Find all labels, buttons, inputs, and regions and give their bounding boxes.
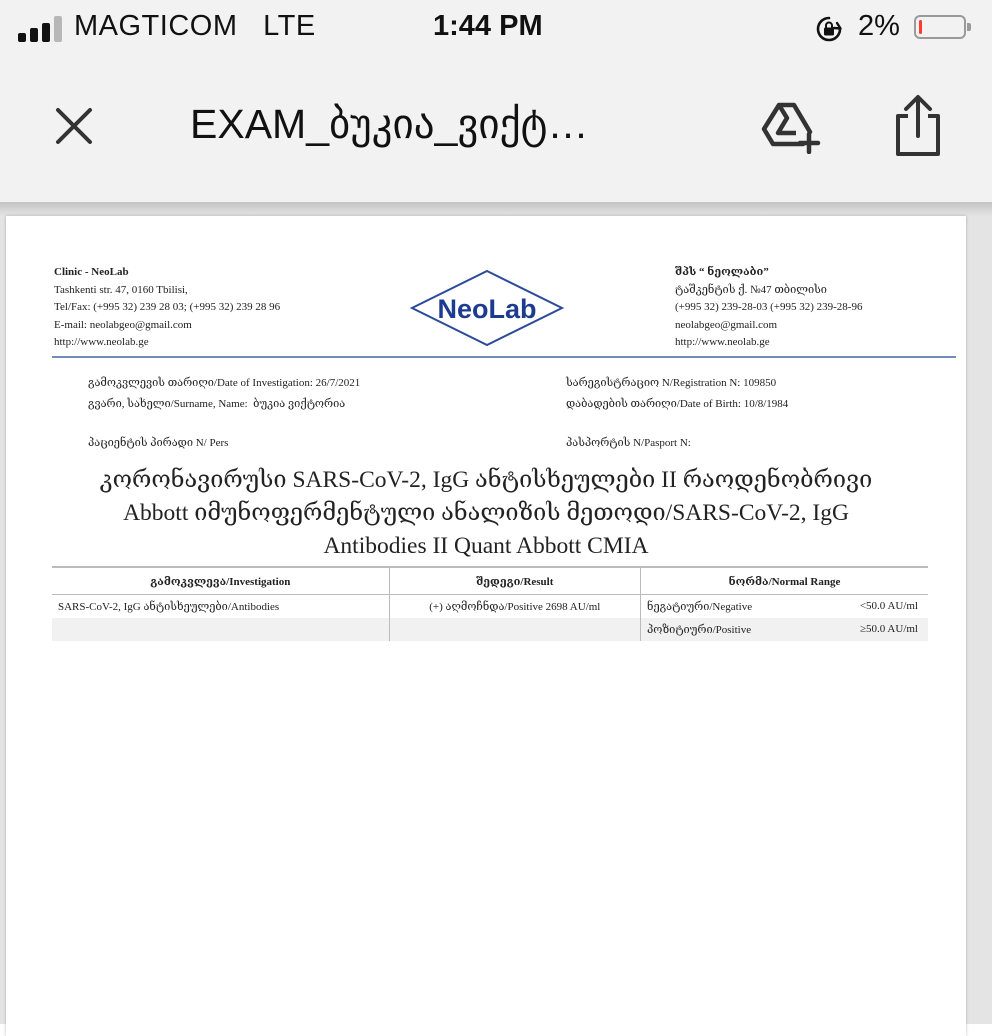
registration-number	[566, 376, 776, 389]
patient-name	[88, 397, 345, 410]
viewer-toolbar	[0, 58, 992, 202]
field-value: 10/8/1984	[743, 398, 789, 410]
header-divider	[52, 356, 956, 358]
result-cell: (+) აღმოჩნდა/Positive 2698 AU/ml	[389, 595, 640, 619]
clinic-info-english	[54, 264, 280, 352]
normal-range-cell	[641, 618, 928, 641]
clinic-name-ge: შპს “ ნეოლაბი”	[675, 266, 769, 278]
battery-percentage: 2%	[858, 10, 900, 42]
clinic-name: Clinic - NeoLab	[54, 266, 129, 278]
rotation-lock-icon	[815, 15, 843, 43]
results-table	[52, 566, 928, 641]
carrier-name: MAGTICOM	[74, 10, 238, 42]
investigation-cell	[52, 618, 389, 641]
clinic-address-ge: ტაშკენტის ქ. №47 თბილისი	[675, 283, 827, 296]
status-bar	[0, 0, 992, 58]
result-cell	[389, 618, 640, 641]
carrier-info	[74, 10, 316, 43]
battery-icon	[914, 15, 966, 39]
clock: 1:44 PM	[433, 10, 543, 42]
neolab-logo	[409, 268, 565, 348]
personal-number: პაციენტის პირადი N/ Pers	[88, 437, 229, 449]
test-title	[36, 464, 936, 563]
column-header-investigation: გამოკვლევა/Investigation	[52, 567, 389, 595]
clinic-phone-ge: (+995 32) 239-28-03 (+995 32) 239-28-96	[675, 301, 863, 313]
clinic-website-ge: http://www.neolab.ge	[675, 336, 770, 348]
range-label: ნეგატიური/Negative	[647, 601, 753, 613]
table-row	[52, 595, 928, 619]
range-label: პოზიტიური/Positive	[647, 624, 752, 636]
column-header-result: შედეგი/Result	[389, 567, 640, 595]
test-title-line: Abbott იმუნოფერმენტული ანალიზის მეთოდი/SARS-CoV-2, IgG	[123, 500, 849, 526]
cellular-signal-icon	[18, 12, 64, 42]
pdf-page	[6, 216, 966, 1036]
field-label: დაბადების თარიღი/Date of Birth:	[566, 398, 741, 410]
date-of-birth	[566, 397, 788, 410]
passport-number: პასპორტის N/Pasport N:	[566, 437, 691, 449]
clinic-email: E-mail: neolabgeo@gmail.com	[54, 318, 192, 331]
clinic-email-ge: neolabgeo@gmail.com	[675, 318, 778, 331]
field-value: 26/7/2021	[315, 377, 361, 389]
range-value: <50.0 AU/ml	[859, 600, 918, 612]
table-header-row	[52, 567, 928, 595]
document-title: EXAM_ბუკია_ვიქტ…	[190, 101, 589, 147]
field-value: ბუკია ვიქტორია	[253, 398, 346, 410]
field-label: გამოკვლევის თარიღი/Date of Investigation:	[88, 377, 313, 389]
field-label: გვარი, სახელი/Surname, Name:	[88, 398, 248, 410]
close-icon[interactable]	[52, 104, 96, 148]
column-header-normal-range: ნორმა/Normal Range	[641, 567, 928, 595]
network-type: LTE	[263, 10, 316, 42]
investigation-cell: SARS-CoV-2, IgG ანტისხეულები/Antibodies	[52, 595, 389, 619]
table-row	[52, 618, 928, 641]
battery-level-fill	[919, 20, 922, 34]
test-title-line: კორონავირუსი SARS-CoV-2, IgG ანტისხეულები II რაოდენობრივი	[99, 467, 873, 493]
field-value: 109850	[743, 377, 777, 389]
clinic-address: Tashkenti str. 47, 0160 Tbilisi,	[54, 283, 188, 296]
field-label: სარეგისტრაციო N/Registration N:	[566, 377, 741, 389]
document-viewer[interactable]	[0, 202, 992, 1024]
clinic-info-georgian	[675, 264, 862, 352]
clinic-website: http://www.neolab.ge	[54, 336, 149, 348]
test-title-line: Antibodies II Quant Abbott CMIA	[323, 533, 649, 559]
normal-range-cell	[641, 595, 928, 619]
range-value: ≥50.0 AU/ml	[860, 623, 918, 635]
add-to-drive-icon[interactable]	[760, 100, 822, 154]
logo-text: NeoLab	[437, 294, 537, 324]
clinic-phone: Tel/Fax: (+995 32) 239 28 03; (+995 32) 239 28 96	[54, 301, 281, 313]
date-of-investigation	[88, 376, 360, 389]
share-icon[interactable]	[892, 94, 944, 158]
